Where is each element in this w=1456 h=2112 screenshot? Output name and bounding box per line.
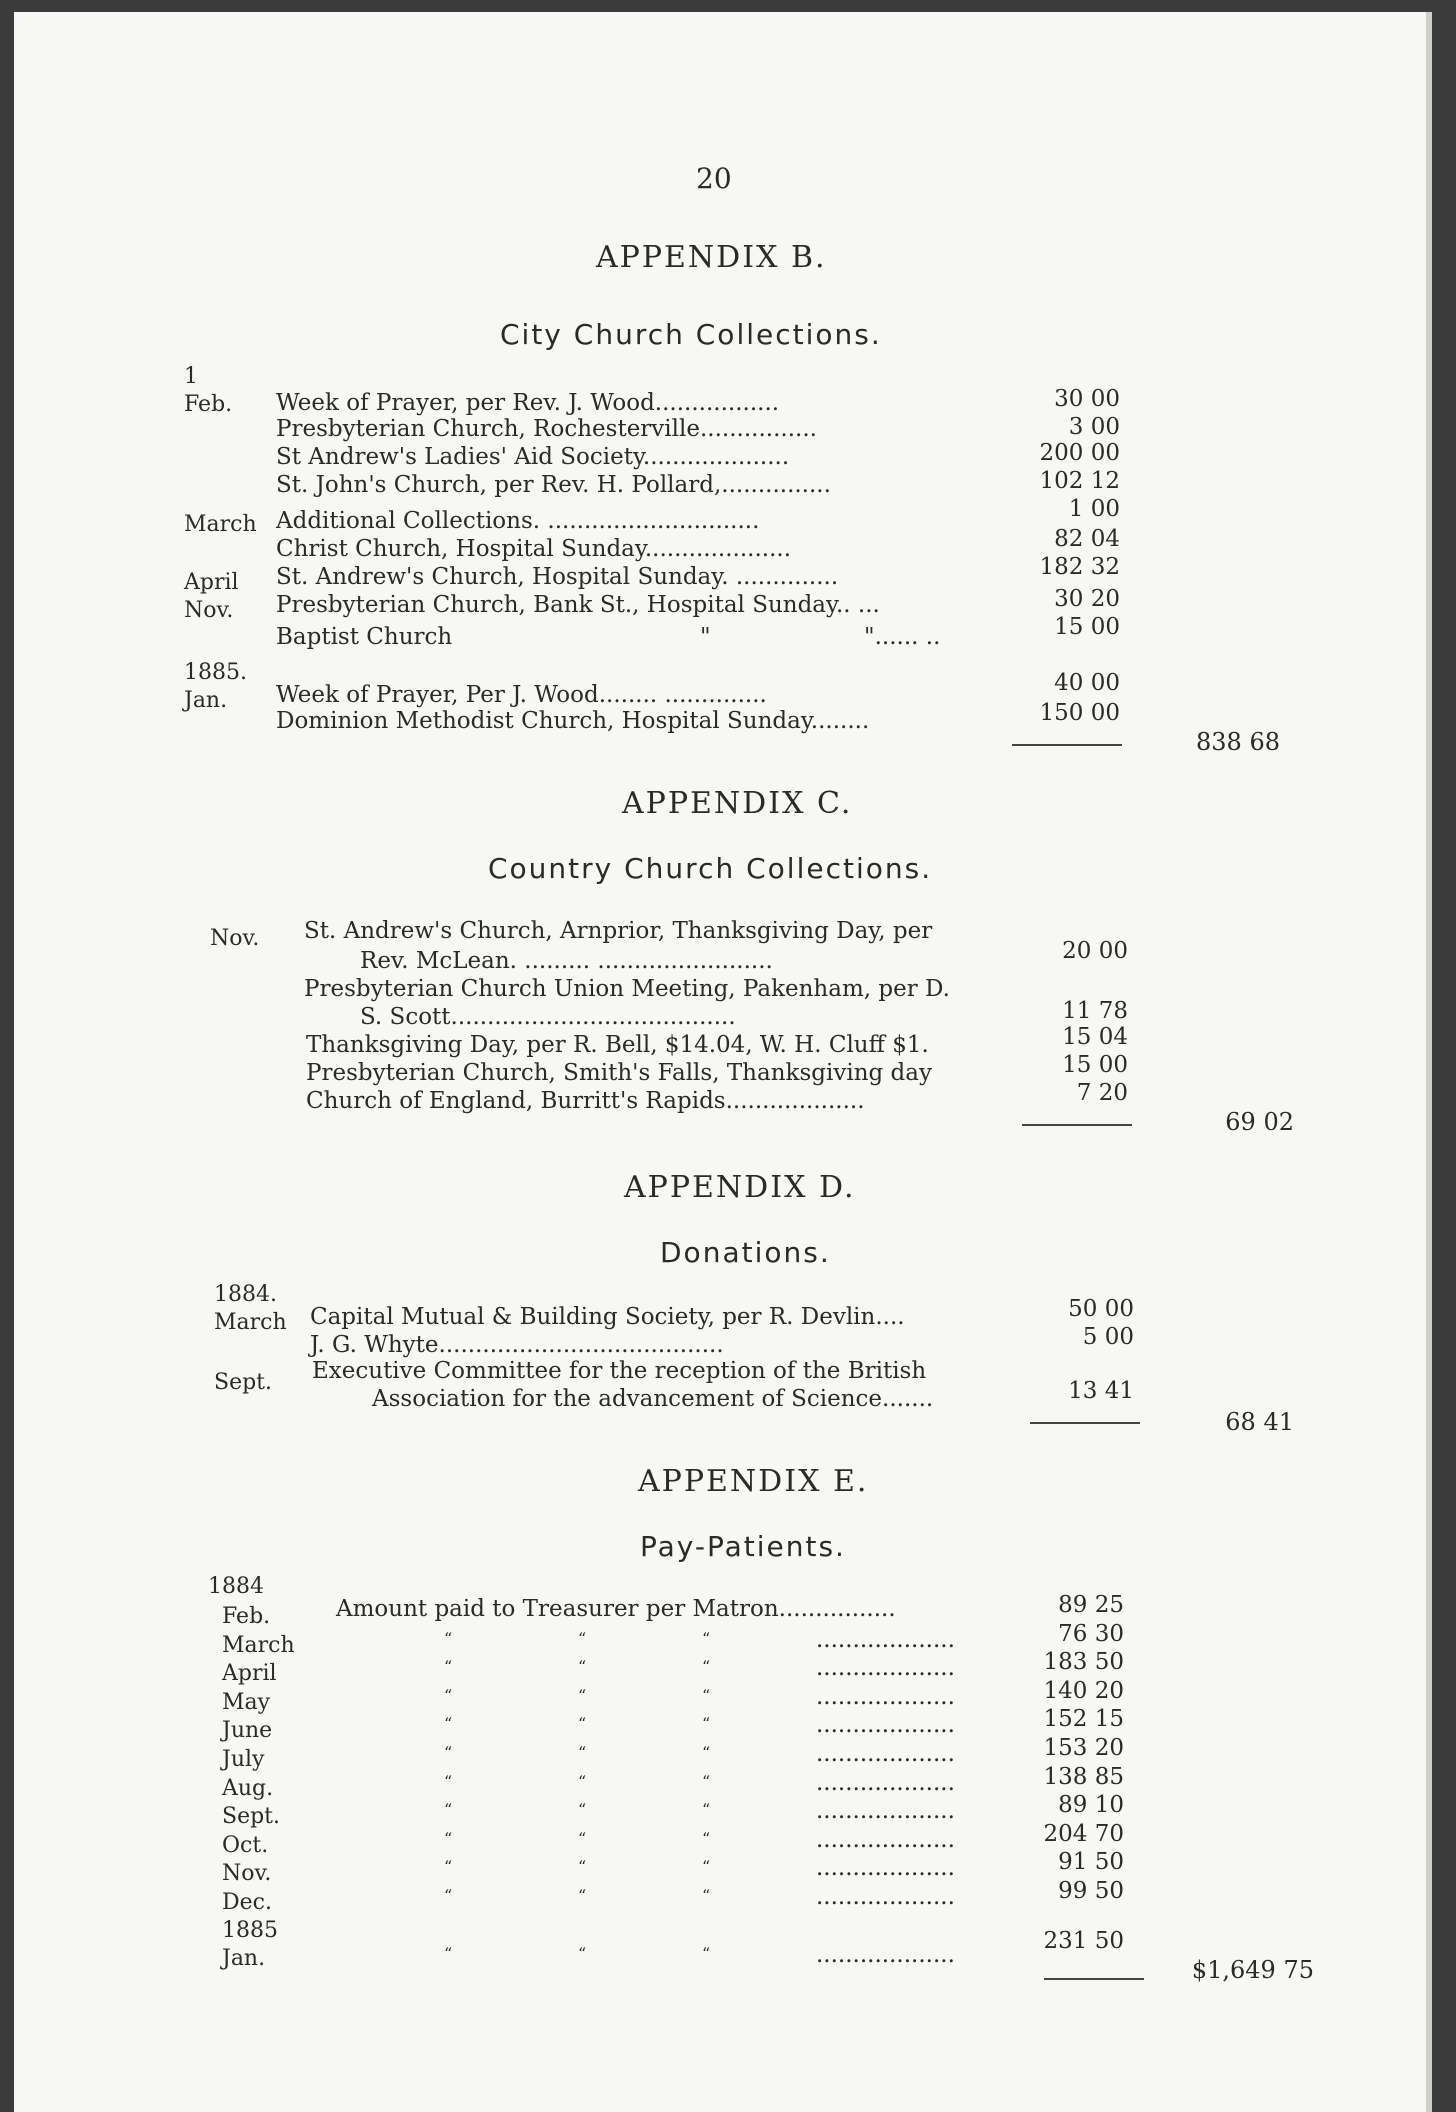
month-label: March [222, 1633, 295, 1658]
ditto-mark: “ [702, 1886, 711, 1905]
dot-leader: ................... [816, 1741, 955, 1767]
entry-description: Baptist Church [276, 624, 453, 650]
appendix-b-title: City Church Collections. [500, 318, 882, 351]
month-label: Nov. [184, 598, 234, 623]
month-label: Jan. [184, 688, 228, 713]
entry-amount: 204 70 [1043, 1821, 1124, 1847]
ditto-mark: “ [702, 1629, 711, 1648]
year-label: 1884 [208, 1574, 264, 1599]
month-label: Feb. [222, 1604, 271, 1629]
entry-amount: 150 00 [1039, 700, 1120, 726]
year-label: 1885. [184, 660, 247, 685]
entry-amount: 138 85 [1043, 1764, 1124, 1790]
entry-description-continued: S. Scott....................................... [360, 1004, 736, 1030]
ditto-mark: “ [702, 1743, 711, 1762]
entry-amount: 30 20 [1054, 586, 1120, 612]
ditto-mark: “ [702, 1857, 711, 1876]
dot-leader: ................... [816, 1712, 955, 1738]
entry-amount: 231 50 [1043, 1928, 1124, 1954]
ditto-mark: “ [702, 1829, 711, 1848]
ditto-mark: “ [444, 1800, 453, 1819]
ditto-mark: “ [444, 1857, 453, 1876]
subtotal-rule [1022, 1124, 1132, 1126]
entry-amount: 30 00 [1054, 386, 1120, 412]
ditto-mark: “ [578, 1686, 587, 1705]
entry-description: Week of Prayer, Per J. Wood........ .............. [276, 682, 767, 708]
grand-total-rule [1044, 1978, 1144, 1980]
ditto-mark: “ [444, 1686, 453, 1705]
appendix-d-title: Donations. [660, 1236, 831, 1269]
entry-description: J. G. Whyte....................................... [310, 1332, 724, 1358]
entry-description: Additional Collections. ............................. [276, 508, 760, 534]
entry-amount: 15 00 [1054, 614, 1120, 640]
entry-description: St. Andrew's Church, Hospital Sunday. .............. [276, 564, 839, 590]
ditto-mark: “ [444, 1772, 453, 1791]
dot-leader: ................... [816, 1684, 955, 1710]
entry-description: Week of Prayer, per Rev. J. Wood................. [276, 390, 780, 416]
entry-amount: 1 00 [1068, 496, 1120, 522]
appendix-c-heading: APPENDIX C. [622, 786, 853, 821]
month-label: Sept. [222, 1804, 281, 1829]
month-label: April [222, 1661, 277, 1686]
page-number: 20 [696, 162, 732, 195]
appendix-b-total: 838 68 [1196, 728, 1280, 756]
entry-amount: 5 00 [1082, 1324, 1134, 1350]
dot-leader: ................... [816, 1827, 955, 1853]
entry-amount: 89 10 [1058, 1792, 1124, 1818]
month-label: Nov. [210, 926, 260, 951]
month-label: Jan. [222, 1946, 266, 1971]
month-label: Sept. [214, 1370, 273, 1395]
month-label: May [222, 1690, 271, 1715]
entry-description-continued: Rev. McLean. ......... ........................ [360, 948, 773, 974]
ditto-mark: “ [578, 1629, 587, 1648]
month-label: June [222, 1718, 273, 1743]
ditto-mark: “ [578, 1800, 587, 1819]
entry-description: Church of England, Burritt's Rapids................... [306, 1088, 865, 1114]
ditto-mark: “ [444, 1657, 453, 1676]
year-label: 1 [184, 364, 198, 389]
ditto-mark: “ [578, 1886, 587, 1905]
subtotal-rule [1030, 1422, 1140, 1424]
entry-description: St. John's Church, per Rev. H. Pollard,............... [276, 472, 831, 498]
ditto-mark: “ [702, 1772, 711, 1791]
ditto-mark: “ [702, 1657, 711, 1676]
entry-amount: 91 50 [1058, 1849, 1124, 1875]
appendix-b-heading: APPENDIX B. [596, 240, 827, 275]
ditto-mark: “ [578, 1829, 587, 1848]
year-label: 1885 [222, 1918, 278, 1943]
ditto-mark: “ [444, 1944, 453, 1963]
dot-leader: ................... [816, 1942, 955, 1968]
entry-amount: 7 20 [1076, 1080, 1128, 1106]
entry-amount: 13 41 [1068, 1378, 1134, 1404]
ditto-mark: “ [702, 1800, 711, 1819]
dot-leader: ................... [816, 1627, 955, 1653]
appendix-c-title: Country Church Collections. [488, 852, 933, 885]
entry-amount: 3 00 [1068, 414, 1120, 440]
ditto-mark: “ [702, 1686, 711, 1705]
dot-leader: ................... [816, 1655, 955, 1681]
ditto-mark: “ [444, 1886, 453, 1905]
entry-description: Presbyterian Church, Rochesterville................ [276, 416, 817, 442]
month-label: Oct. [222, 1833, 269, 1858]
grand-total: $1,649 75 [1191, 1956, 1314, 1984]
entry-description: Presbyterian Church, Smith's Falls, Thanksgiving day [306, 1060, 932, 1086]
month-label: Dec. [222, 1890, 272, 1915]
entry-amount: 76 30 [1058, 1621, 1124, 1647]
dot-leader: ................... [816, 1884, 955, 1910]
subtotal-rule [1012, 744, 1122, 746]
entry-description: St Andrew's Ladies' Aid Society.................... [276, 444, 790, 470]
document-page [14, 12, 1432, 2112]
entry-amount: 40 00 [1054, 670, 1120, 696]
entry-amount: 102 12 [1039, 468, 1120, 494]
appendix-d-total: 68 41 [1225, 1408, 1294, 1436]
ditto-mark: “ [444, 1743, 453, 1762]
ditto-mark: “ [444, 1714, 453, 1733]
month-label: Feb. [184, 392, 233, 417]
entry-amount: 99 50 [1058, 1878, 1124, 1904]
ditto-mark: “ [578, 1944, 587, 1963]
entry-description: St. Andrew's Church, Arnprior, Thanksgiving Day, per [304, 918, 933, 944]
entry-description: Amount paid to Treasurer per Matron................ [336, 1596, 896, 1622]
year-label: 1884. [214, 1282, 277, 1307]
entry-amount: 89 25 [1058, 1592, 1124, 1618]
entry-amount: 183 50 [1043, 1649, 1124, 1675]
entry-description: Executive Committee for the reception of the British [312, 1358, 927, 1384]
entry-amount: 50 00 [1068, 1296, 1134, 1322]
entry-description: Presbyterian Church, Bank St., Hospital Sunday.. ... [276, 592, 880, 618]
ditto-mark: “ [578, 1743, 587, 1762]
appendix-e-title: Pay-Patients. [640, 1530, 846, 1563]
entry-amount: 200 00 [1039, 440, 1120, 466]
month-label: March [214, 1310, 287, 1335]
month-label: July [222, 1747, 265, 1772]
dot-leader: ................... [816, 1798, 955, 1824]
ditto-mark: “ [444, 1829, 453, 1848]
appendix-d-heading: APPENDIX D. [624, 1170, 856, 1205]
entry-amount: 153 20 [1043, 1735, 1124, 1761]
entry-description: Christ Church, Hospital Sunday.................... [276, 536, 792, 562]
ditto-mark: “ [702, 1714, 711, 1733]
ditto-mark: “ [578, 1772, 587, 1791]
month-label: April [184, 570, 239, 595]
entry-amount: 182 32 [1039, 554, 1120, 580]
entry-amount: 20 00 [1062, 938, 1128, 964]
entry-amount: 140 20 [1043, 1678, 1124, 1704]
entry-description: Dominion Methodist Church, Hospital Sunday........ [276, 708, 870, 734]
entry-amount: 15 04 [1062, 1024, 1128, 1050]
ditto-mark: "...... .. [864, 624, 941, 650]
appendix-e-heading: APPENDIX E. [638, 1464, 869, 1499]
dot-leader: ................... [816, 1855, 955, 1881]
entry-amount: 152 15 [1043, 1706, 1124, 1732]
entry-amount: 11 78 [1062, 998, 1128, 1024]
ditto-mark: “ [578, 1857, 587, 1876]
entry-amount: 15 00 [1062, 1052, 1128, 1078]
month-label: Aug. [222, 1776, 274, 1801]
month-label: March [184, 512, 257, 537]
appendix-c-total: 69 02 [1225, 1108, 1294, 1136]
month-label: Nov. [222, 1861, 272, 1886]
entry-description: Presbyterian Church Union Meeting, Pakenham, per D. [304, 976, 950, 1002]
ditto-mark: “ [578, 1657, 587, 1676]
entry-description: Capital Mutual & Building Society, per R. Devlin.... [310, 1304, 905, 1330]
dot-leader: ................... [816, 1770, 955, 1796]
ditto-mark: “ [578, 1714, 587, 1733]
entry-description-continued: Association for the advancement of Science....... [372, 1386, 934, 1412]
ditto-mark: " [700, 624, 711, 650]
ditto-mark: “ [702, 1944, 711, 1963]
ditto-mark: “ [444, 1629, 453, 1648]
entry-amount: 82 04 [1054, 526, 1120, 552]
entry-description: Thanksgiving Day, per R. Bell, $14.04, W. H. Cluff $1. [306, 1032, 929, 1058]
